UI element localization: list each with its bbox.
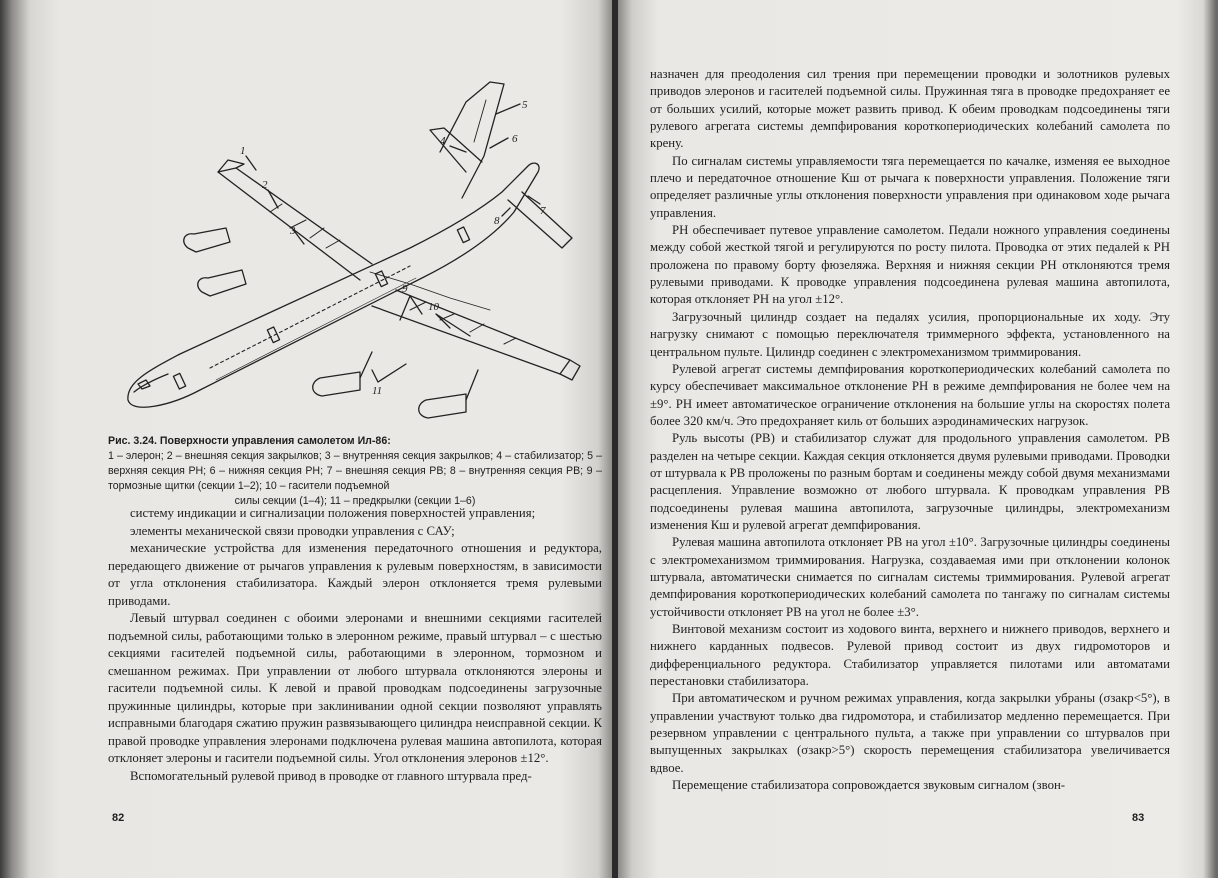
paragraph: При автоматическом и ручном режимах управления, когда закрылки убраны (σзакр<5°), в управлении участвуют только два гидромотора, и стабилизатор медленно перемещается. При резервном управлении с центрального пульта, а также при управлении со штурвалов при выпущенных закрылках (σзакр>5°) скорость перемещения стабилизатора увеличивается вдвое. — [650, 691, 1170, 775]
figure-label-6: 6 — [512, 133, 518, 145]
paragraph: Перемещение стабилизатора сопровождается звуковым сигналом (звон- — [672, 778, 1066, 793]
figure-label-7: 7 — [540, 205, 546, 217]
paragraph: Винтовой механизм состоит из ходового винта, верхнего и нижнего приводов, верхнего и нижнего карданных подвесов. Рулевой привод состоит из двух гидромоторов и дифференциального редуктора. Стабилизатор управляется пилотами или автоматами перестановки стабилизатора. — [650, 622, 1170, 689]
paragraph: Руль высоты (РВ) и стабилизатор служат для продольного управления самолетом. РВ разделен на четыре секции. Каждая секция отклоняется двумя рулевыми приводами. Проводки от штурвала к РВ проложены по разным бортам и соединены между собой двумя механизмами расцепления. Управление возможно от любого штурвала. К проводкам управления РВ подсоединены рулевая машина автопилота, загрузочные цилиндры, электромеханизм изменения Кш и рулевой агрегат демпфирования. — [650, 431, 1170, 532]
aircraft-figure — [110, 52, 610, 430]
caption-body: 1 – элерон; 2 – внешняя секция закрылков; 3 – внутренняя секция закрылков; 4 – стабилизатор; 5 – верхняя секция РН; 6 – нижняя секция РН; 7 – внешняя секция РВ; 8 – внутренняя секция РВ; 9 – тормозные щитки (секции 1–2); 10 – гасители подъемной — [108, 450, 602, 492]
caption-title: Рис. 3.24. Поверхности управления самолетом Ил-86: — [108, 435, 391, 447]
figure-label-11: 11 — [372, 385, 383, 397]
right-page-text — [650, 66, 1170, 794]
page-number-right: 83 — [1132, 812, 1145, 824]
paragraph: механические устройства для изменения передаточного отношения и редуктора, передающего движение от рычагов управления к рулевым поверхностям, в зависимости от угла отклонения стабилизатора. Каждый элерон отклоняется тремя рулевыми приводами. — [108, 541, 602, 608]
paragraph: Вспомогательный рулевой привод в проводке от главного штурвала пред- — [130, 768, 532, 783]
il86-control-surfaces-drawing — [110, 52, 610, 430]
figure-label-9: 9 — [402, 283, 408, 295]
figure-label-8: 8 — [494, 215, 500, 227]
paragraph: Рулевой агрегат системы демпфирования короткопериодических колебаний самолета по курсу обеспечивает максимальное отклонение РН в режиме демпфирования не более чем на ±9°. РН имеет автоматическое ограничение отклонения на большие углы на скоростях полета более 320 км/ч. Это предохраняет киль от больших аэродинамических нагрузок. — [650, 361, 1170, 428]
page-number-left: 82 — [112, 812, 125, 824]
caption-last-line: силы секции (1–4); 11 – предкрылки (секции 1–6) — [234, 495, 476, 507]
paragraph: По сигналам системы управляемости тяга перемещается по качалке, изменяя ее выходное плечо и передаточное отношение Кш от рычага к поверхности управления. Положение тяги определяет различные углы отклонения поверхности управления при одинаковом ходе рычага управления. — [650, 153, 1170, 220]
figure-label-1: 1 — [240, 145, 246, 157]
figure-label-2: 2 — [262, 179, 268, 191]
figure-label-3: 3 — [290, 225, 296, 237]
paragraph: назначен для преодоления сил трения при перемещении проводки и золотников рулевых приводов элеронов и гасителей подъемной силы. Пружинная тяга в проводке предохраняет ее от больших усилий, которые может развить привод. К обеим проводкам подсоединены тяги рулевого агрегата системы демпфирования короткопериодических колебаний самолета по крену. — [650, 67, 1170, 151]
figure-label-4: 4 — [440, 135, 446, 147]
paragraph: РН обеспечивает путевое управление самолетом. Педали ножного управления соединены между собой жесткой тягой и регулируются по росту пилота. Проводка от этих педалей к РН проложена по правому борту фюзеляжа. Верхняя и нижняя секции РН отклоняются тремя рулевыми приводами. К проводке управления подсоединена рулевая машина автопилота, которая отклоняет РН на угол ±12°. — [650, 223, 1170, 307]
paragraph: Левый штурвал соединен с обоими элеронами и внешними секциями гасителей подъемной силы, работающими только в элеронном режиме, правый штурвал – с шестью секциями гасителей подъемной силы, работающими в элеронном, тормозном и смешанном режимах. При управлении от любого штурвала отклоняются элероны и гасители подъемной силы. К левой и правой проводкам подсоединены загрузочные пружинные цилиндры, которые при заклинивании одной секции позволяют управлять исправными благодаря сжатию пружин развязывающего цилиндра неисправной секции. К правой проводке управления элеронами подключена рулевая машина автопилота, которая отклоняет элероны и гасители подъемной силы. Угол отклонения элеронов ±12°. — [108, 611, 602, 765]
paragraph: систему индикации и сигнализации положения поверхностей управления; — [130, 506, 536, 520]
figure-label-10: 10 — [428, 301, 439, 313]
paragraph: Загрузочный цилиндр создает на педалях усилия, пропорциональные их ходу. Эту нагрузку снимают с помощью переключателя триммерного эффекта, установленного на центральном пульте. Цилиндр соединен с электромеханизмом триммирования. — [650, 309, 1170, 359]
figure-caption — [108, 434, 602, 509]
figure-label-5: 5 — [522, 99, 528, 111]
paragraph: Рулевая машина автопилота отклоняет РВ на угол ±10°. Загрузочные цилиндры соединены с электромеханизмом триммирования. Нагрузка, создаваемая ими при отклонении колонок штурвала, автоматически снимается по сигналам системы триммирования. Рулевой агрегат демпфирования короткопериодических колебаний самолета по тангажу по сигналам системы устойчивости отклоняет РВ на угол не более ±3°. — [650, 535, 1170, 619]
left-page-text — [108, 505, 602, 785]
paragraph: элементы механической связи проводки управления с САУ; — [130, 523, 455, 538]
